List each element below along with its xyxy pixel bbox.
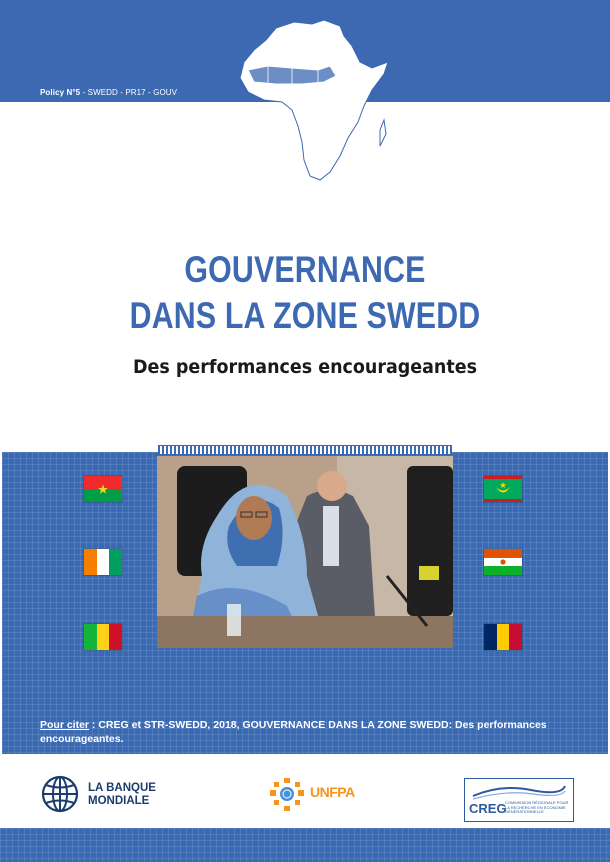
unfpa-wordmark: UNFPA	[310, 784, 355, 800]
mali-flag-icon	[84, 624, 122, 650]
world-bank-logo	[40, 772, 170, 820]
burkina-faso-flag-icon	[84, 476, 122, 502]
policy-reference	[40, 88, 177, 97]
title-line-2: DANS LA ZONE SWEDD	[129, 295, 481, 336]
un-emblem-icon	[268, 778, 306, 812]
policy-number: Policy N°5	[40, 88, 81, 97]
chad-flag-icon	[484, 624, 522, 650]
niger-flag-icon	[484, 549, 522, 575]
main-title	[55, 247, 555, 339]
mauritania-flag-icon	[484, 476, 522, 502]
citation	[40, 718, 580, 746]
citation-label: Pour citer	[40, 719, 90, 731]
bottom-strip	[0, 828, 610, 862]
unfpa-logo	[268, 772, 368, 820]
creg-logo	[464, 778, 574, 822]
cote-divoire-flag-icon	[84, 549, 122, 575]
subtitle: Des performances encourageantes	[133, 356, 477, 378]
decorative-strip	[158, 445, 452, 455]
creg-swoosh-icon	[471, 782, 567, 800]
creg-subtitle: COMMISSION RÉGIONALE POUR LA RECHERCHE EN ÉCONOMIE GÉNÉRATIONNELLE	[505, 800, 569, 814]
citation-text: : CREG et STR-SWEDD, 2018, GOUVERNANCE DANS LA ZONE SWEDD: Des performances encourageantes.	[40, 719, 547, 745]
africa-map-icon	[232, 10, 392, 186]
policy-code: - SWEDD - PR17 - GOUV	[80, 88, 178, 97]
cover-photo	[157, 456, 453, 648]
world-bank-line-1: LA BANQUE	[88, 782, 156, 794]
title-line-1: GOUVERNANCE	[184, 249, 426, 290]
creg-wordmark: CREG	[469, 801, 507, 816]
world-bank-line-2: MONDIALE	[88, 795, 150, 807]
globe-icon	[40, 774, 80, 814]
